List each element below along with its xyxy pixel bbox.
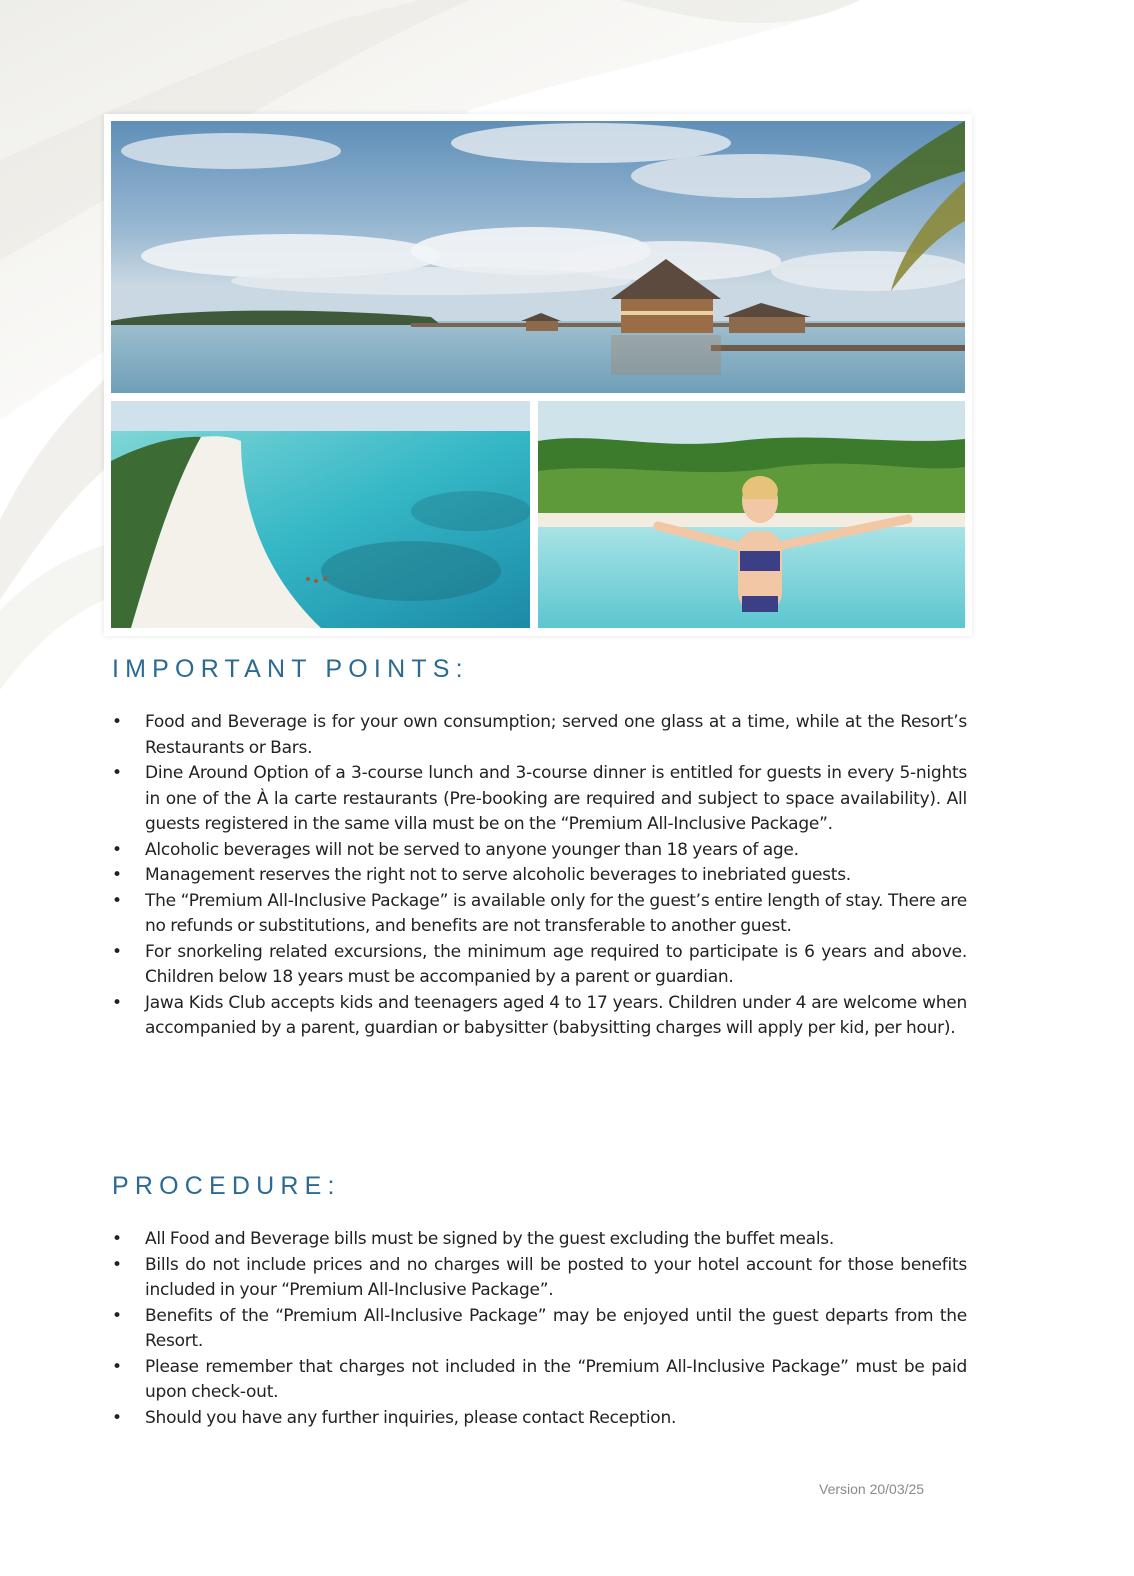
procedure-heading: PROCEDURE:: [112, 1172, 341, 1200]
list-item: [112, 991, 967, 1042]
bullet-icon: •: [112, 763, 122, 783]
list-item-text: Management reserves the right not to serve alcoholic beverages to inebriated guests.: [145, 865, 851, 885]
list-item-text: The “Premium All-Inclusive Package” is available only for the guest’s entire length of stay. There are no refunds or substitutions, and benefits are not transferable to another guest.: [145, 890, 967, 936]
list-item: [112, 710, 967, 761]
bullet-icon: •: [112, 1407, 122, 1428]
photo-collage: [104, 114, 972, 636]
version-label: Version 20/03/25: [819, 1481, 925, 1497]
list-item: [112, 1253, 967, 1304]
aerial-beach-photo: [111, 401, 530, 628]
important-points-heading: IMPORTANT POINTS:: [112, 655, 469, 683]
list-item: [112, 863, 967, 889]
list-item-text: Should you have any further inquiries, please contact Reception.: [145, 1407, 677, 1428]
list-item-text: Jawa Kids Club accepts kids and teenagers aged 4 to 17 years. Children under 4 are welcome when accompanied by a parent, guardian or babysitter (babysitting charges will apply per kid, per hour).: [145, 992, 967, 1038]
bullet-icon: •: [112, 865, 122, 885]
list-item-text: Bills do not include prices and no charges will be posted to your hotel account for those benefits included in your “Premium All-Inclusive Package”.: [145, 1254, 967, 1300]
list-item: [112, 940, 967, 991]
list-item-text: Food and Beverage is for your own consumption; served one glass at a time, while at the Resort’s Restaurants or Bars.: [145, 712, 967, 758]
bullet-icon: •: [112, 1305, 122, 1326]
list-item: [112, 838, 967, 864]
list-item: [112, 1355, 967, 1406]
list-item: [112, 1304, 967, 1355]
list-item: [112, 889, 967, 940]
list-item-text: For snorkeling related excursions, the minimum age required to participate is 6 years and above. Children below 18 years must be accompanied by a parent or guardian.: [145, 941, 967, 987]
list-item-text: Alcoholic beverages will not be served to anyone younger than 18 years of age.: [145, 839, 799, 860]
bullet-icon: •: [112, 1229, 122, 1249]
list-item: [112, 1406, 967, 1432]
list-item-text: Please remember that charges not included in the “Premium All-Inclusive Package” must be paid upon check-out.: [145, 1356, 967, 1402]
bullet-icon: •: [112, 890, 122, 911]
overwater-restaurant-photo: [111, 121, 965, 393]
list-item-text: All Food and Beverage bills must be signed by the guest excluding the buffet meals.: [145, 1229, 835, 1249]
bullet-icon: •: [112, 712, 122, 732]
bullet-icon: •: [112, 992, 122, 1013]
bullet-icon: •: [112, 839, 122, 860]
procedure-list: [112, 1227, 967, 1431]
important-points-list: [112, 710, 967, 1042]
list-item: [112, 1227, 967, 1253]
bullet-icon: •: [112, 941, 122, 962]
list-item-text: Dine Around Option of a 3-course lunch and 3-course dinner is entitled for guests in every 5-nights in one of the À la carte restaurants (Pre-booking are required and subject to space availability). All guests registered in the same villa must be on the “Premium All-Inclusive Package”.: [145, 763, 967, 834]
bullet-icon: •: [112, 1356, 122, 1377]
list-item: [112, 761, 967, 838]
child-swimming-photo: [538, 401, 965, 628]
list-item-text: Benefits of the “Premium All-Inclusive Package” may be enjoyed until the guest departs from the Resort.: [145, 1305, 967, 1351]
bullet-icon: •: [112, 1254, 122, 1275]
